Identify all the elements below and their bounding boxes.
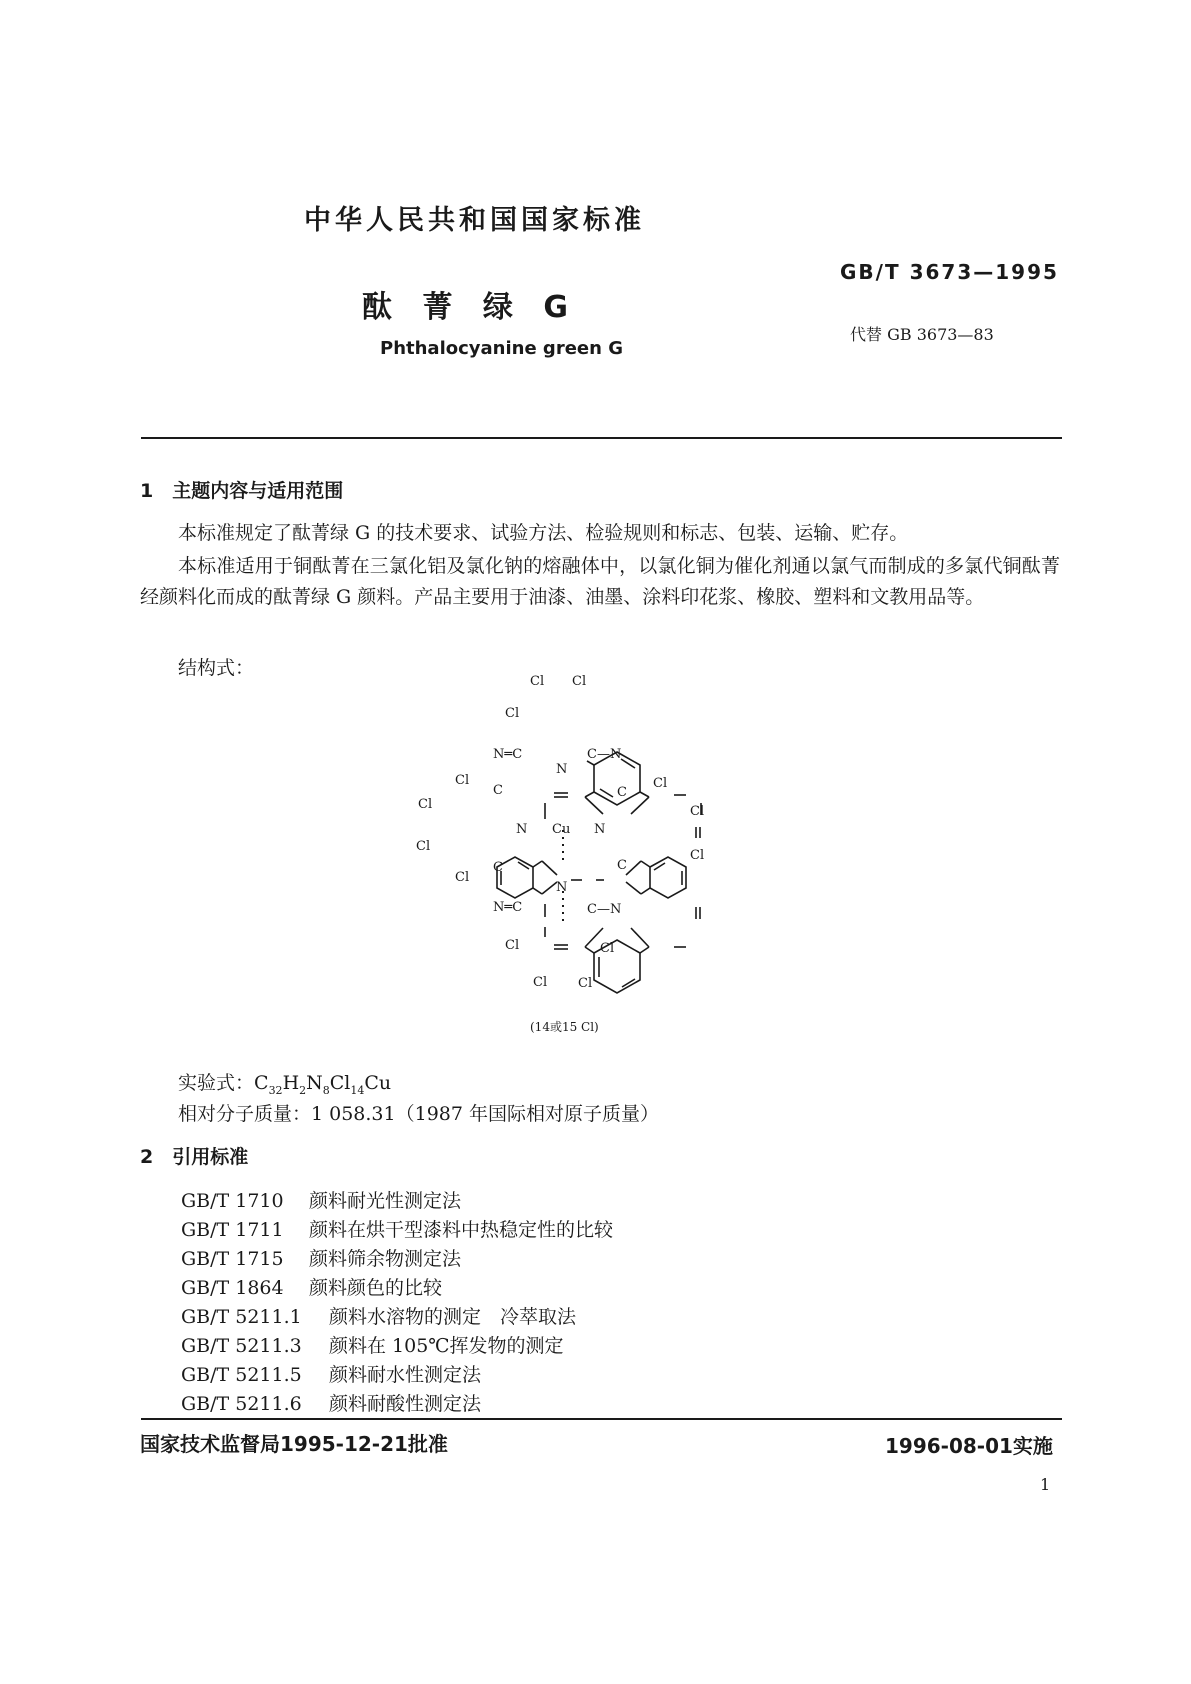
structure-n-top: N	[556, 762, 568, 777]
structure-cl-left-2: Cl	[418, 797, 433, 812]
structure-c-left-bottom: C	[493, 860, 503, 875]
structure-n-left: N	[516, 822, 528, 837]
structure-cl-right-1: Cl	[653, 776, 668, 791]
structure-c-right-top: C	[617, 785, 627, 800]
empirical-formula: 实验式：$C_{32}H_2N_8Cl_{14}Cu$	[178, 1072, 392, 1097]
section1-paragraph-2: 本标准适用于铜酞菁在三氯化铝及氯化钠的熔融体中，以氯化铜为催化剂通以氯气而制成的多氯代铜酞菁经颜料化而成的酞菁绿 G 颜料。产品主要用于油漆、油墨、涂料印花浆、橡胶、塑料和文教用品等。	[140, 555, 1060, 608]
standard-code: GB/T 3673—1995	[840, 260, 1059, 284]
structure-c-left-top: C	[493, 783, 503, 798]
approval-note: 国家技术监督局1995-12-21批准	[140, 1432, 448, 1456]
reference-row: GB/T 5211.6 颜料耐酸性测定法	[181, 1393, 482, 1415]
formula-label: 实验式：	[178, 1072, 255, 1094]
structure-cl-left-4: Cl	[455, 870, 470, 885]
reference-row: GB/T 5211.1 颜料水溶物的测定 冷萃取法	[181, 1306, 577, 1328]
reference-row: GB/T 1864 颜料颜色的比较	[181, 1277, 443, 1299]
structure-cl-top-3: Cl	[505, 706, 520, 721]
structure-cl-bottom-4: Cl	[578, 976, 593, 991]
national-standard-title: 中华人民共和国国家标准	[304, 205, 645, 236]
structure-cl-right-3: Cl	[690, 848, 705, 863]
molecular-mass: 相对分子质量：1 058.31（1987 年国际相对原子质量）	[178, 1103, 660, 1125]
section1-heading: 1 主题内容与适用范围	[140, 480, 344, 502]
structure-cl-bottom-2: Cl	[600, 941, 615, 956]
structure-cl-top-1: Cl	[530, 674, 545, 689]
reference-row: GB/T 1711 颜料在烘干型漆料中热稳定性的比较	[181, 1219, 614, 1241]
footer-rule	[141, 1418, 1062, 1420]
replaces-note: 代替 GB 3673—83	[850, 325, 994, 344]
structure-caption: (14或15 Cl)	[530, 1020, 599, 1034]
reference-row: GB/T 1715 颜料筛余物测定法	[181, 1248, 462, 1270]
structure-c-n-top: C—N	[587, 747, 622, 762]
implementation-date: 1996-08-01实施	[885, 1434, 1053, 1458]
structure-cl-bottom-1: Cl	[505, 938, 520, 953]
structure-cl-left-1: Cl	[455, 773, 470, 788]
structure-n-eq-c-bottom: N═C	[493, 900, 523, 915]
structure-c-right-bottom: C	[617, 858, 627, 873]
header-rule	[141, 437, 1062, 439]
reference-row: GB/T 5211.5 颜料耐水性测定法	[181, 1364, 482, 1386]
structure-label: 结构式：	[178, 657, 255, 679]
reference-row: GB/T 1710 颜料耐光性测定法	[181, 1190, 462, 1212]
standard-title-cn: 酞 菁 绿 G	[362, 290, 578, 325]
section1-paragraph-1: 本标准规定了酞菁绿 G 的技术要求、试验方法、检验规则和标志、包装、运输、贮存。	[178, 522, 909, 544]
structure-cl-left-3: Cl	[416, 839, 431, 854]
reference-row: GB/T 5211.3 颜料在 105℃挥发物的测定	[181, 1335, 564, 1357]
structure-n-right: N	[594, 822, 606, 837]
structure-n-eq-c-top: N═C	[493, 747, 523, 762]
structure-cl-top-2: Cl	[572, 674, 587, 689]
structure-c-n-bottom: C—N	[587, 902, 622, 917]
structure-cl-bottom-3: Cl	[533, 975, 548, 990]
structure-cu: Cu	[552, 822, 571, 837]
structure-cl-right-2: Cl	[690, 804, 705, 819]
section2-heading: 2 引用标准	[140, 1146, 249, 1168]
standard-title-en: Phthalocyanine green G	[380, 338, 623, 359]
page-number: 1	[1040, 1475, 1051, 1494]
structure-n-bottom: N	[556, 880, 568, 895]
